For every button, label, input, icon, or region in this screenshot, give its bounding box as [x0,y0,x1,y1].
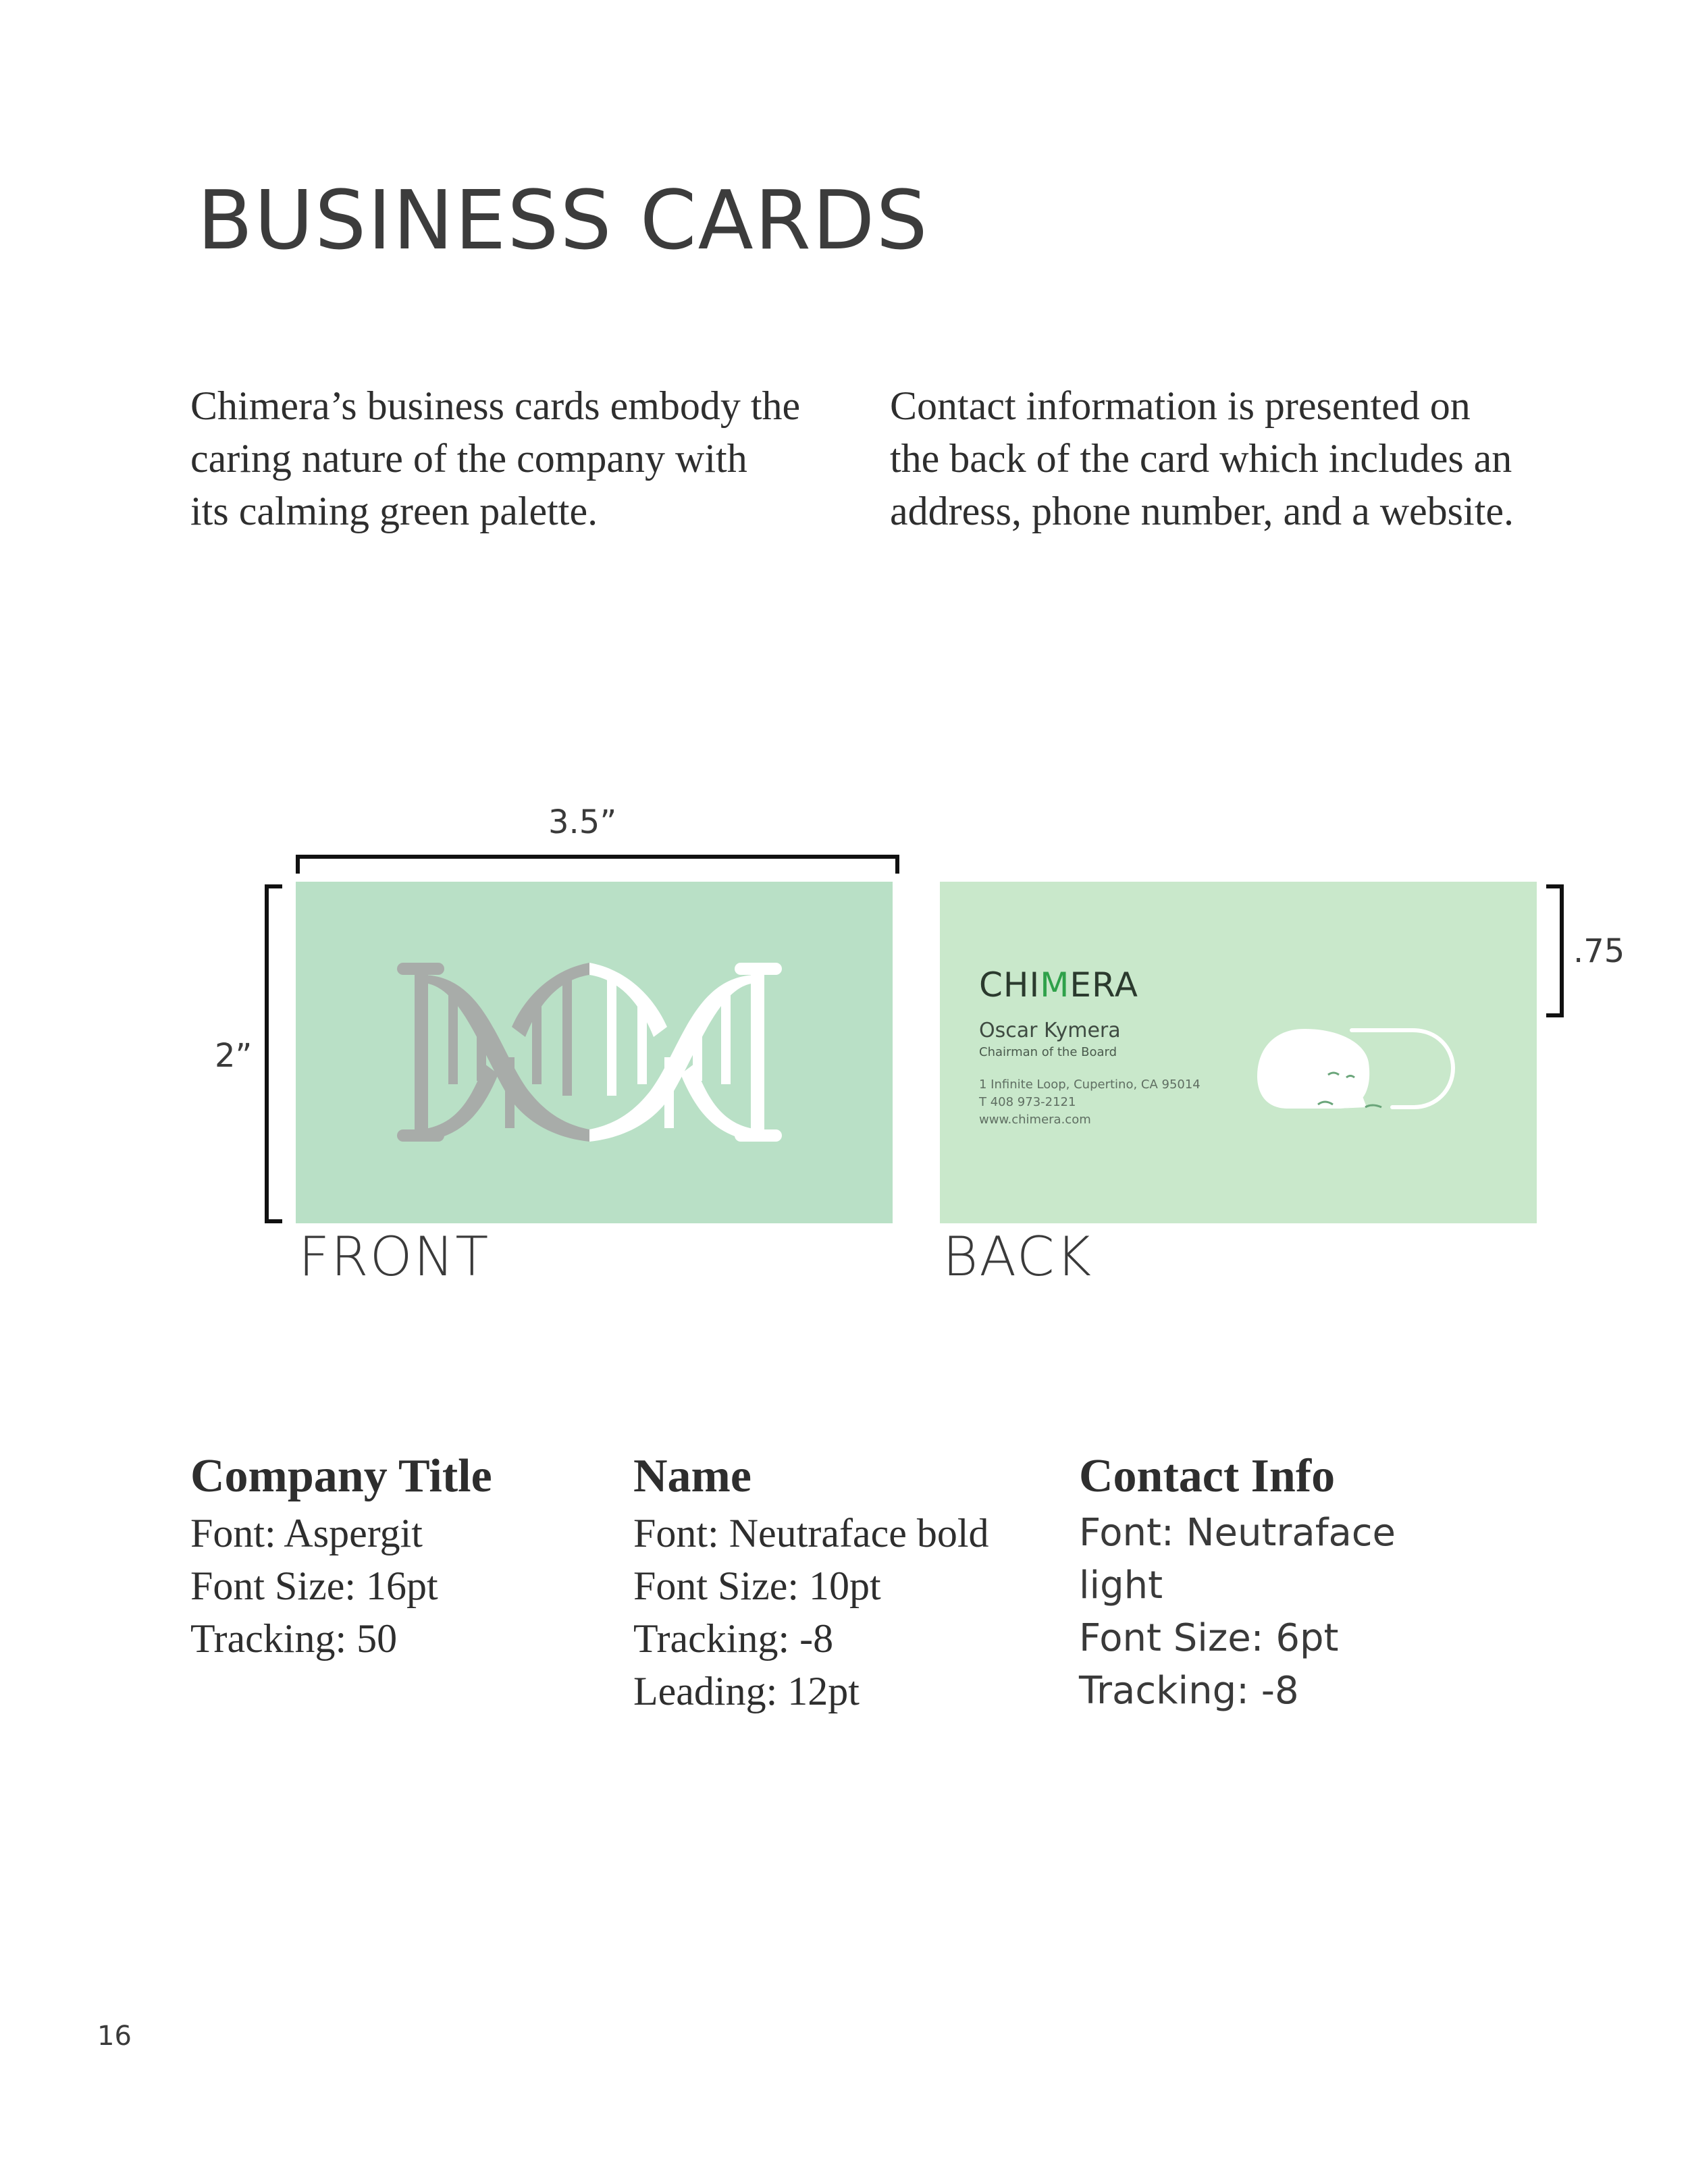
back-address: 1 Infinite Loop, Cupertino, CA 95014 [979,1077,1201,1092]
spec-line: Font Size: 6pt [1079,1616,1339,1660]
intro-left-line: Chimera’s business cards embody the [190,383,801,428]
back-caption: BACK [943,1225,1093,1288]
spec-heading: Name [633,1450,751,1502]
spec-name [633,1450,1052,1717]
back-website: www.chimera.com [979,1113,1091,1127]
page-title: BUSINESS CARDS [197,174,929,268]
height-bracket [265,884,282,1223]
page-number: 16 [97,2021,132,2052]
margin-dimension-label: .75 [1573,932,1625,970]
spec-line: Font Size: 16pt [190,1564,438,1608]
company-name-part: CHI [979,965,1040,1005]
spec-line: Font: Neutraface bold [633,1511,989,1555]
margin-bracket [1546,884,1564,1017]
spec-line: Tracking: -8 [1079,1669,1299,1713]
business-card-front [296,882,893,1223]
back-person-name: Oscar Kymera [979,1019,1121,1042]
intro-paragraph-left [190,379,800,537]
spec-heading: Contact Info [1079,1450,1336,1502]
height-dimension-label: 2” [215,1037,253,1075]
intro-right-line: Contact information is presented on [890,383,1471,428]
intro-right-line: the back of the card which includes an [890,436,1512,481]
spec-line: Tracking: 50 [190,1616,398,1661]
back-person-role: Chairman of the Board [979,1045,1117,1059]
intro-right-line: address, phone number, and a website. [890,489,1514,533]
spec-line: light [1079,1564,1163,1607]
intro-paragraph-right [890,379,1514,537]
spec-line: Leading: 12pt [633,1669,860,1713]
business-card-back [940,882,1537,1223]
company-name-accent-letter: M [1040,965,1070,1005]
intro-left-line: its calming green palette. [190,489,598,533]
sleeping-creature-mascot-icon [1257,1022,1460,1117]
spec-line: Font: Neutraface [1079,1511,1396,1555]
width-bracket [296,855,899,874]
spec-company-title [190,1450,569,1665]
spec-contact-info [1079,1450,1457,1717]
front-caption: FRONT [298,1225,490,1288]
spec-line: Font: Aspergit [190,1511,423,1555]
spec-heading: Company Title [190,1450,492,1502]
intro-left-line: caring nature of the company with [190,436,747,481]
spec-line: Font Size: 10pt [633,1564,881,1608]
spec-line: Tracking: -8 [633,1616,834,1661]
back-company-name [979,965,1138,1005]
dna-helix-logo-icon [397,963,782,1142]
back-phone: T 408 973-2121 [979,1095,1076,1109]
width-dimension-label: 3.5” [548,803,617,841]
company-name-part: ERA [1070,965,1138,1005]
